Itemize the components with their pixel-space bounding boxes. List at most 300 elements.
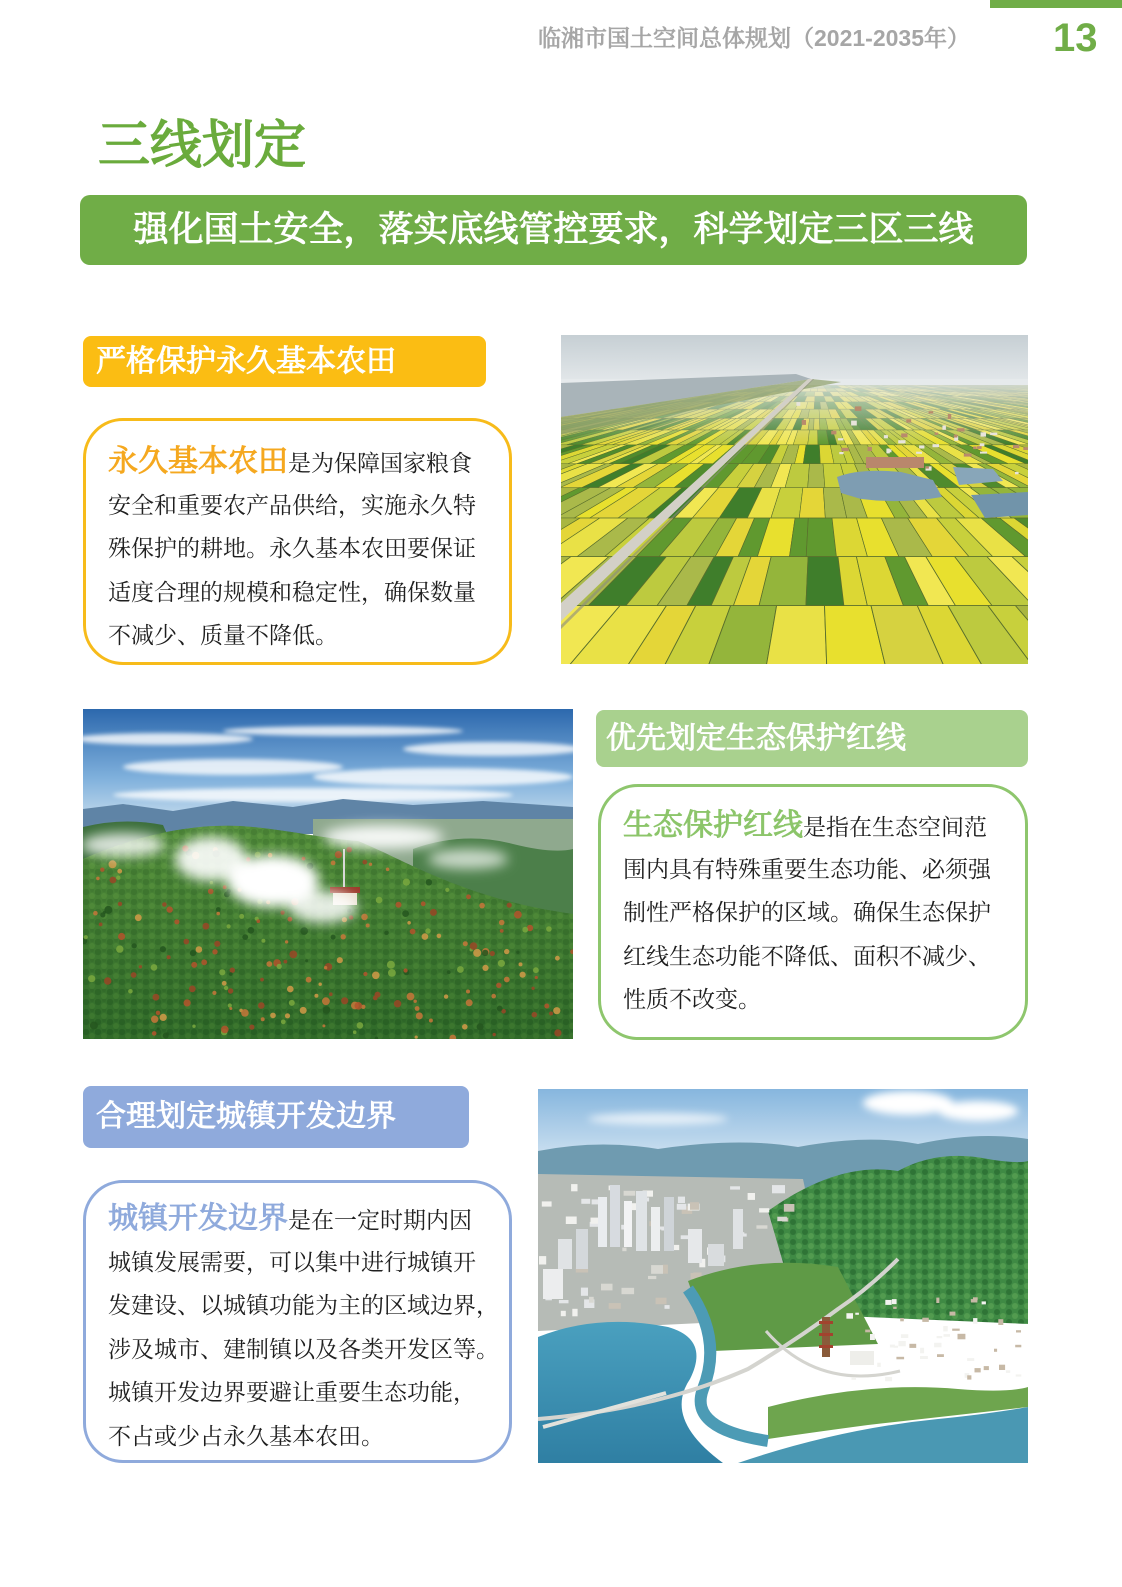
field-parcel (803, 445, 820, 464)
house (936, 1298, 939, 1303)
house (982, 1301, 986, 1304)
tree-crown (261, 939, 265, 943)
tree-crown (189, 986, 196, 993)
paragraph-line: 殊保护的耕地。永久基本农田要保证 (108, 535, 476, 561)
tree-crown (287, 986, 294, 993)
tree-crown (516, 951, 519, 954)
building (772, 1185, 785, 1193)
house (1023, 447, 1028, 450)
house (1015, 472, 1019, 474)
tree-crown (151, 1016, 158, 1023)
house (892, 1299, 897, 1304)
house (900, 1318, 904, 1321)
tree-crown (544, 1004, 549, 1009)
tree-crown (519, 962, 523, 966)
house (975, 1368, 981, 1372)
house (901, 1334, 908, 1338)
paragraph-line: 围内具有特殊重要生态功能、必须强 (623, 855, 991, 882)
building (648, 1276, 656, 1279)
tree-crown (201, 959, 207, 965)
tree-crown (500, 929, 504, 933)
house (919, 445, 924, 448)
building (784, 1204, 795, 1212)
house (877, 1363, 881, 1367)
tree-crown (230, 968, 235, 973)
house (990, 433, 997, 436)
tree-crown (289, 951, 297, 959)
urban-text-box (83, 1180, 512, 1463)
document-title: 临湘市国土空间总体规划（2021-2035年） (538, 25, 970, 51)
field-parcel (806, 557, 844, 606)
tree-crown (490, 951, 495, 956)
building (777, 1217, 787, 1222)
tree-crown (386, 868, 390, 872)
tree-crown (212, 949, 217, 954)
ecology-text-box (598, 784, 1028, 1040)
tree-crown (466, 894, 471, 899)
tree-crown (248, 927, 255, 934)
house (984, 1366, 989, 1370)
house (934, 1343, 941, 1348)
tree-crown (239, 914, 244, 919)
tree-crown (479, 903, 485, 909)
tree-crown (167, 955, 171, 959)
tree-crown (499, 920, 505, 926)
tree-crown (407, 921, 411, 925)
building (571, 1184, 577, 1191)
key-term: 生态保护红线 (623, 809, 803, 842)
house (841, 448, 848, 451)
building (539, 1256, 546, 1264)
tree-crown (357, 1022, 364, 1029)
tree-crown (139, 965, 142, 968)
paragraph-line: 发建设、以城镇功能为主的区域边界， (108, 1292, 499, 1318)
building (691, 1273, 695, 1279)
building (561, 1311, 566, 1316)
house (973, 1318, 977, 1324)
tree-crown (116, 945, 123, 952)
field-parcel (799, 488, 825, 518)
tree-crown (219, 969, 225, 975)
building (759, 1208, 769, 1212)
tree-crown (384, 931, 388, 935)
house (885, 1377, 892, 1381)
tree-crown (498, 960, 505, 967)
city-photo-art (538, 1089, 1028, 1463)
building (677, 1204, 687, 1210)
tree-crown (156, 1011, 161, 1016)
tree-crown (422, 933, 429, 940)
tree-crown (466, 999, 473, 1006)
tree-crown (229, 972, 233, 976)
tree-crown (228, 988, 233, 993)
tree-crown (300, 1007, 307, 1014)
house (943, 1326, 948, 1331)
building (609, 1303, 621, 1309)
tree-crown (482, 965, 488, 971)
building (730, 1186, 740, 1189)
tree-crown (410, 929, 416, 935)
paragraph-line: 涉及城市、建制镇以及各类开发区等。 (108, 1335, 499, 1362)
tree-crown (229, 1007, 232, 1010)
tree-crown (363, 972, 367, 976)
line-text: 是为保障国家粮食 (288, 450, 472, 476)
tree-crown (388, 969, 396, 977)
farmland-section-label: 严格保护永久基本农田 (83, 336, 486, 387)
tree-crown (421, 901, 426, 906)
tree-crown (553, 1007, 560, 1014)
tree-crown (223, 885, 227, 889)
memorial-gate (850, 1351, 874, 1365)
paragraph-line: 红线生态功能不降低、面积不减少、 (623, 942, 991, 969)
tree-crown (482, 950, 488, 956)
tree-crown (289, 1000, 295, 1006)
house (802, 420, 806, 425)
building (756, 1225, 767, 1228)
house (958, 1334, 966, 1340)
house (954, 435, 958, 438)
tree-crown (306, 977, 312, 983)
tree-crown (323, 1006, 331, 1014)
house (852, 1377, 857, 1380)
farmland-photo-art (561, 335, 1028, 664)
tree-crown (531, 987, 534, 990)
building (624, 1191, 636, 1196)
paragraph-line (108, 440, 509, 484)
tree-crown (335, 851, 342, 858)
house (839, 452, 843, 454)
tree-crown (157, 1027, 160, 1030)
tree-crown (373, 996, 378, 1001)
paragraph-line: 不占或少占永久基本农田。 (108, 1422, 384, 1449)
paragraph-line: 性质不改变。 (623, 986, 761, 1012)
tree-crown (533, 967, 539, 973)
tree-crown (355, 1002, 363, 1010)
tree-crown (208, 889, 214, 895)
tree-crown (109, 860, 117, 868)
building (622, 1248, 626, 1252)
lake (538, 1322, 723, 1463)
house (933, 444, 940, 447)
house (920, 1348, 924, 1354)
tree-crown (241, 1009, 249, 1017)
tree-crown (491, 994, 496, 999)
house (950, 1312, 956, 1316)
tree-crown (444, 994, 448, 998)
tree-crown (191, 962, 197, 968)
tree-crown (210, 881, 213, 884)
tree-crown (324, 966, 327, 969)
tree-crown (117, 869, 122, 874)
house (1016, 1374, 1022, 1376)
tree-crown (212, 991, 216, 995)
tree-crown (504, 949, 509, 954)
tree-crown (457, 966, 464, 973)
tree-crown (305, 959, 308, 962)
tree-crown (249, 1025, 254, 1030)
tree-crown (152, 1031, 157, 1036)
tree-crown (151, 964, 158, 971)
tree-crown (166, 1032, 169, 1035)
line-text: 是指在生态空间范 (803, 814, 987, 840)
tree-crown (228, 1003, 232, 1007)
house (1006, 1370, 1010, 1373)
tree-crown (110, 877, 117, 884)
tree-crown (361, 914, 368, 921)
tree-crown (277, 964, 282, 969)
tree-crown (103, 911, 106, 914)
tree-crown (415, 1036, 418, 1039)
tree-crown (477, 1023, 484, 1030)
tree-crown (96, 877, 100, 881)
tree-crown (242, 934, 248, 940)
urban-section-label: 合理划定城镇开发边界 (83, 1086, 469, 1148)
field-parcel (766, 606, 827, 665)
tree-crown (167, 906, 173, 912)
house (916, 452, 922, 454)
house (901, 433, 907, 437)
tree-crown (522, 927, 528, 933)
tree-crown (258, 1002, 265, 1009)
building (566, 1217, 577, 1225)
tree-crown (284, 960, 288, 964)
house (935, 433, 939, 435)
city-photo (538, 1089, 1028, 1463)
tree-crown (404, 968, 408, 972)
tree-crown (549, 1012, 553, 1016)
tree-crown (270, 1013, 276, 1019)
tree-crown (162, 902, 167, 907)
tree-crown (555, 956, 560, 961)
house (855, 406, 862, 411)
tree-crown (93, 911, 98, 916)
tree-crown (300, 927, 308, 935)
tree-crown (416, 1012, 423, 1019)
tree-crown (216, 912, 220, 916)
building (663, 1265, 668, 1274)
house (898, 1341, 905, 1346)
tree-crown (266, 961, 272, 967)
building (678, 1197, 685, 1203)
building (542, 1201, 552, 1206)
tree-crown (402, 910, 409, 917)
house (1015, 1345, 1021, 1348)
tree-crown (261, 1017, 265, 1021)
building (581, 1199, 590, 1204)
tree-crown (322, 1024, 325, 1027)
house (926, 466, 929, 468)
building (589, 1297, 594, 1303)
tree-crown (414, 1000, 417, 1003)
farmland-photo (561, 335, 1028, 664)
house (898, 440, 905, 443)
tree-crown (463, 941, 468, 946)
tree-crown (302, 857, 306, 861)
building (572, 1309, 577, 1317)
building (690, 1202, 699, 1210)
house (906, 419, 911, 422)
tree-crown (470, 942, 478, 950)
tree-crown (288, 917, 293, 922)
tree-crown (192, 1025, 195, 1028)
house (999, 1365, 1005, 1370)
paragraph-line: 城镇发展需要，可以集中进行城镇开 (108, 1248, 476, 1275)
tree-crown (341, 934, 346, 939)
tree-crown (331, 935, 336, 940)
key-term: 城镇开发边界 (108, 1202, 288, 1235)
house (994, 1349, 997, 1352)
tree-crown (281, 911, 285, 915)
house (944, 1334, 951, 1337)
tree-crown (118, 902, 122, 906)
paragraph-line: 不减少、质量不降低。 (108, 622, 338, 648)
house (948, 414, 951, 419)
mountain-photo (83, 709, 573, 1039)
tree-crown (260, 978, 264, 982)
tree-crown (104, 977, 111, 984)
tree-crown (285, 1013, 290, 1018)
tree-crown (132, 943, 137, 948)
house (885, 1300, 891, 1305)
tree-crown (546, 926, 552, 932)
tree-crown (216, 907, 221, 912)
tree-crown (100, 868, 104, 872)
house (929, 411, 934, 413)
tree-crown (403, 879, 410, 886)
tree-crown (319, 983, 322, 986)
tree-crown (221, 1026, 229, 1034)
paragraph-line: 城镇开发边界要避让重要生态功能， (108, 1379, 476, 1405)
tree-crown (322, 997, 330, 1005)
tree-crown (535, 976, 538, 979)
building (601, 1284, 613, 1291)
tree-crown (88, 975, 95, 982)
tree-crown (135, 914, 142, 921)
farm-compound (866, 457, 924, 468)
tree-crown (99, 923, 103, 927)
house (886, 449, 889, 454)
house (957, 428, 964, 431)
tree-crown (447, 970, 451, 974)
tree-crown (504, 977, 510, 983)
building (656, 1298, 667, 1305)
house (884, 435, 888, 438)
tree-crown (227, 924, 231, 928)
tree-crown (346, 847, 352, 853)
paragraph-line: 适度合理的规模和稳定性，确保数量 (108, 578, 476, 605)
house (967, 1358, 974, 1361)
house (952, 1329, 960, 1331)
tree-crown (222, 981, 227, 986)
tree-crown (437, 934, 442, 939)
house (920, 1356, 928, 1359)
tree-crown (445, 888, 449, 892)
house (973, 1297, 978, 1300)
mountain-photo-art (83, 709, 573, 1039)
house (1016, 1330, 1021, 1332)
house (865, 1330, 870, 1333)
tree-crown (493, 1033, 496, 1036)
tree-crown (131, 972, 137, 978)
tree-crown (462, 1024, 468, 1030)
house (796, 402, 800, 406)
tree-crown (466, 990, 470, 994)
tree-crown (372, 972, 380, 980)
tree-crown (257, 919, 261, 923)
tree-crown (532, 1012, 538, 1018)
building (559, 1300, 569, 1303)
tree-crown (128, 989, 133, 994)
house (838, 438, 844, 440)
building (665, 1305, 670, 1309)
house (942, 426, 946, 430)
paragraph-line: 制性严格保护的区域。确保生态保护 (623, 899, 991, 925)
house (890, 1345, 895, 1348)
page-number: 13 (1053, 16, 1098, 60)
tree-crown (415, 1006, 420, 1011)
farmland-text-box (83, 418, 512, 665)
tree-crown (554, 1029, 561, 1036)
tree-crown (520, 972, 526, 978)
tree-crown (496, 983, 501, 988)
house (973, 447, 976, 450)
tree-crown (341, 997, 348, 1004)
tree-crown (353, 1030, 357, 1034)
house (868, 447, 872, 451)
house (937, 1354, 944, 1357)
house (846, 1313, 853, 1319)
tree-crown (184, 999, 191, 1006)
tree-crown (196, 946, 203, 953)
tree-crown (90, 1022, 98, 1030)
tree-crown (174, 919, 179, 924)
header-accent-bar (990, 0, 1122, 8)
headline-banner: 强化国土安全，落实底线管控要求，科学划定三区三线 (80, 195, 1027, 265)
house (981, 432, 987, 436)
house (855, 1313, 859, 1315)
tree-crown (473, 949, 481, 957)
house (977, 446, 982, 449)
paragraph-line (623, 804, 1025, 848)
tree-crown (153, 994, 160, 1001)
house (980, 452, 987, 454)
tree-crown (407, 993, 415, 1001)
house (964, 454, 972, 457)
page-title: 三线划定 (98, 117, 307, 175)
house (1013, 445, 1019, 448)
ecology-section-label: 优先划定生态保护红线 (596, 710, 1028, 767)
tree-crown (376, 897, 383, 904)
tree-crown (387, 961, 395, 969)
building (581, 1288, 588, 1296)
tree-crown (224, 986, 228, 990)
tree-crown (429, 1019, 433, 1023)
tree-crown (369, 863, 372, 866)
tree-crown (84, 935, 88, 939)
building (748, 1193, 755, 1200)
tree-crown (285, 940, 288, 943)
house (980, 443, 985, 446)
tree-crown (394, 1000, 401, 1007)
house (896, 1357, 904, 1360)
tree-crown (430, 909, 437, 916)
line-text: 是在一定时期内因 (288, 1207, 472, 1233)
tree-crown (314, 994, 318, 998)
tree-crown (281, 1019, 286, 1024)
tree-crown (214, 941, 220, 947)
tree-crown (160, 946, 166, 952)
tree-crown (366, 924, 370, 928)
